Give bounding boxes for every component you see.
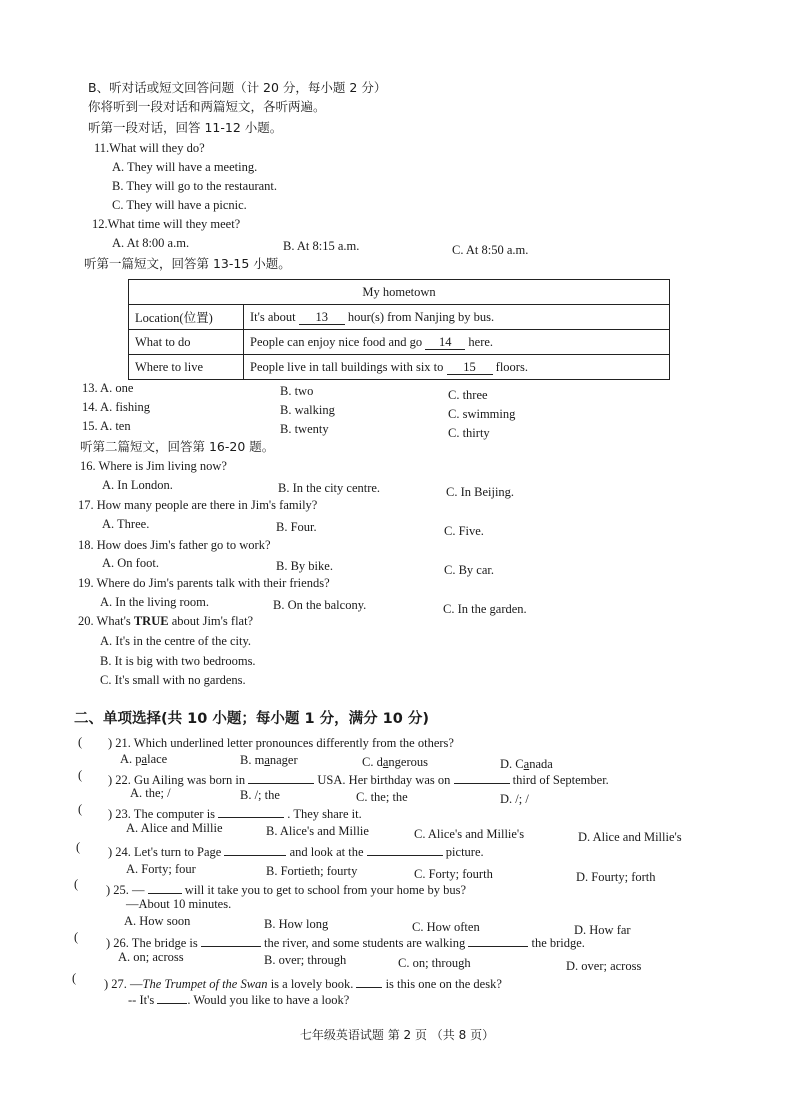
q25-stem-b: will it take you to get to school from your home by bus? [184, 883, 467, 897]
q16-option-c: C. In Beijing. [446, 485, 515, 499]
q23-option-b: B. Alice's and Millie [266, 824, 369, 838]
section-b-heading: B、听对话或短文回答问题（计 20 分，每小题 2 分） [88, 80, 387, 95]
q21-a-pre: A. p [120, 752, 142, 766]
row-content-where-to-live [244, 355, 670, 380]
q19-option-c: C. In the garden. [443, 602, 527, 616]
row-content-location [244, 305, 670, 330]
q27-book-title: The Trumpet of the Swan [142, 977, 268, 991]
q21-a-underlined: a [141, 752, 148, 766]
q14-option-a: 14. A. fishing [82, 400, 151, 414]
q22-stem-c: third of September. [512, 773, 609, 787]
q22-option-c: C. the; the [356, 790, 408, 804]
q20-stem-bold: TRUE [133, 614, 169, 628]
row-label-location: Location(位置) [129, 305, 244, 330]
q21-option-a [120, 752, 167, 767]
table-title-row [129, 280, 670, 305]
q23-answer-paren[interactable]: ( [78, 802, 83, 816]
q25-reply: —About 10 minutes. [126, 897, 232, 911]
q12-option-c: C. At 8:50 a.m. [452, 243, 529, 257]
q23-option-a: A. Alice and Millie [126, 821, 223, 835]
row2-text-pre: People can enjoy nice food and go [250, 334, 423, 349]
row3-text-post: floors. [495, 359, 528, 374]
q24-answer-paren[interactable]: ( [76, 840, 81, 854]
q27-stem-pre: ) 27. — [104, 977, 143, 991]
row3-text-pre: People live in tall buildings with six to [250, 359, 444, 374]
q13-option-a: 13. A. one [82, 381, 134, 395]
q25-stem-a: ) 25. — [106, 883, 145, 897]
q26-option-b: B. over; through [264, 953, 347, 967]
q21-b-underlined: a [264, 753, 270, 767]
q26-stem-b: the river, and some students are walking [264, 936, 466, 950]
table-title: My hometown [129, 280, 670, 305]
q22-stem [108, 770, 609, 788]
q23-stem [108, 804, 362, 822]
q25-option-c: C. How often [412, 920, 480, 934]
table-row [129, 305, 670, 330]
q27-reply-post: . Would you like to have a look? [187, 993, 350, 1007]
q22-option-b: B. /; the [240, 788, 280, 802]
blank-13[interactable]: 13 [299, 311, 345, 325]
q15-option-a: 15. A. ten [82, 419, 131, 433]
q14-option-b: B. walking [280, 403, 335, 417]
q26-stem-c: the bridge. [531, 936, 585, 950]
dialog1-intro: 听第一段对话，回答 11-12 小题。 [88, 120, 283, 135]
q25-stem [106, 880, 466, 898]
q12-option-a: A. At 8:00 a.m. [112, 236, 190, 250]
q24-stem [108, 842, 484, 860]
q21-b-post: nager [269, 753, 298, 767]
row1-text-post: hour(s) from Nanjing by bus. [347, 309, 495, 324]
q17-option-c: C. Five. [444, 524, 484, 538]
q16-option-b: B. In the city centre. [278, 481, 381, 495]
q27-blank-1[interactable] [356, 974, 382, 988]
q19-option-b: B. On the balcony. [273, 598, 367, 612]
blank-15[interactable]: 15 [447, 361, 493, 375]
q21-b-pre: B. m [240, 753, 265, 767]
hometown-table [128, 279, 670, 380]
q22-blank-2[interactable] [454, 770, 510, 784]
q18-option-a: A. On foot. [102, 556, 159, 570]
q11-stem: 11.What will they do? [94, 141, 205, 155]
row1-text-pre: It's about [250, 309, 296, 324]
q26-stem-a: ) 26. The bridge is [106, 936, 198, 950]
q24-blank-2[interactable] [367, 842, 443, 856]
q23-stem-b: . They share it. [287, 807, 362, 821]
q22-option-a: A. the; / [130, 786, 171, 800]
table-row [129, 355, 670, 380]
row-label-what-to-do: What to do [129, 330, 244, 355]
section-b-intro: 你将听到一段对话和两篇短文，各听两遍。 [88, 99, 326, 114]
q27-answer-paren[interactable]: ( [72, 971, 77, 985]
q20-stem-post: about Jim's flat? [171, 614, 254, 628]
q21-a-post: lace [147, 752, 168, 766]
q20-option-a: A. It's in the centre of the city. [100, 634, 252, 648]
q13-option-b: B. two [280, 384, 314, 398]
q24-option-d: D. Fourty; forth [576, 870, 656, 884]
q12-stem: 12.What time will they meet? [92, 217, 241, 231]
page-footer: 七年级英语试题 第 2 页 （共 8 页） [299, 1028, 495, 1042]
q18-stem: 18. How does Jim's father go to work? [78, 538, 271, 552]
q24-option-b: B. Fortieth; fourty [266, 864, 358, 878]
q24-blank-1[interactable] [224, 842, 286, 856]
q26-option-c: C. on; through [398, 956, 471, 970]
q21-option-c [362, 755, 428, 770]
q18-option-b: B. By bike. [276, 559, 333, 573]
q27-reply [128, 990, 349, 1008]
q21-d-pre: D. C [500, 757, 524, 771]
q23-stem-a: ) 23. The computer is [108, 807, 216, 821]
q11-option-c: C. They will have a picnic. [112, 198, 247, 212]
q21-answer-paren[interactable]: ( [78, 735, 83, 749]
q25-option-a: A. How soon [124, 914, 191, 928]
q19-option-a: A. In the living room. [100, 595, 210, 609]
row2-text-post: here. [468, 334, 494, 349]
q11-option-a: A. They will have a meeting. [112, 160, 258, 174]
q25-answer-paren[interactable]: ( [74, 877, 79, 891]
q15-option-c: C. thirty [448, 426, 490, 440]
blank-14[interactable]: 14 [425, 336, 465, 350]
q16-option-a: A. In London. [102, 478, 173, 492]
q24-stem-c: picture. [445, 845, 484, 859]
q26-option-a: A. on; across [118, 950, 184, 964]
q25-option-d: D. How far [574, 923, 631, 937]
q15-option-b: B. twenty [280, 422, 329, 436]
q14-option-c: C. swimming [448, 407, 516, 421]
q21-c-pre: C. d [362, 755, 383, 769]
q20-stem [78, 614, 253, 629]
q17-option-a: A. Three. [102, 517, 150, 531]
q21-d-underlined: a [523, 757, 530, 771]
q26-blank-2[interactable] [468, 933, 528, 947]
q26-answer-paren[interactable]: ( [74, 930, 79, 944]
q27-stem-mid: is a lovely book. [270, 977, 354, 991]
q18-option-c: C. By car. [444, 563, 494, 577]
q24-option-a: A. Forty; four [126, 862, 196, 876]
q22-answer-paren[interactable]: ( [78, 768, 83, 782]
q26-blank-1[interactable] [201, 933, 261, 947]
q22-stem-a: ) 22. Gu Ailing was born in [108, 773, 246, 787]
q25-blank[interactable] [148, 880, 182, 894]
q24-option-c: C. Forty; fourth [414, 867, 493, 881]
q17-stem: 17. How many people are there in Jim's family? [78, 498, 318, 512]
q21-c-underlined: a [382, 755, 389, 769]
q13-option-c: C. three [448, 388, 488, 402]
q24-stem-a: ) 24. Let's turn to Page [108, 845, 222, 859]
row-label-where-to-live: Where to live [129, 355, 244, 380]
q16-stem: 16. Where is Jim living now? [80, 459, 227, 473]
q23-blank[interactable] [218, 804, 284, 818]
q27-blank-2[interactable] [157, 990, 187, 1004]
q12-option-b: B. At 8:15 a.m. [283, 239, 360, 253]
q17-option-b: B. Four. [276, 520, 317, 534]
q22-option-d: D. /; / [500, 792, 529, 806]
q19-stem: 19. Where do Jim's parents talk with their friends? [78, 576, 330, 590]
passage2-intro: 听第二篇短文，回答第 16-20 题。 [80, 439, 275, 454]
q24-stem-b: and look at the [289, 845, 364, 859]
q22-stem-b: USA. Her birthday was on [317, 773, 451, 787]
q11-option-b: B. They will go to the restaurant. [112, 179, 278, 193]
q27-reply-pre: -- It's [128, 993, 155, 1007]
q23-option-c: C. Alice's and Millie's [414, 827, 525, 841]
q20-stem-pre: 20. What's [78, 614, 131, 628]
row-content-what-to-do [244, 330, 670, 355]
table-row [129, 330, 670, 355]
section2-heading: 二、单项选择(共 10 小题；每小题 1 分，满分 10 分) [74, 711, 429, 727]
q21-option-b [240, 753, 298, 768]
q26-option-d: D. over; across [566, 959, 642, 973]
q21-stem: ) 21. Which underlined letter pronounces differently from the others? [108, 736, 454, 750]
q22-blank-1[interactable] [248, 770, 314, 784]
q21-d-post: nada [529, 757, 553, 771]
passage1-intro: 听第一篇短文，回答第 13-15 小题。 [84, 256, 291, 271]
q27-stem-post: is this one on the desk? [385, 977, 502, 991]
q25-option-b: B. How long [264, 917, 329, 931]
q20-option-b: B. It is big with two bedrooms. [100, 654, 256, 668]
q26-stem [106, 933, 585, 951]
q21-c-post: ngerous [388, 755, 428, 769]
q23-option-d: D. Alice and Millie's [578, 830, 682, 844]
q20-option-c: C. It's small with no gardens. [100, 673, 246, 687]
